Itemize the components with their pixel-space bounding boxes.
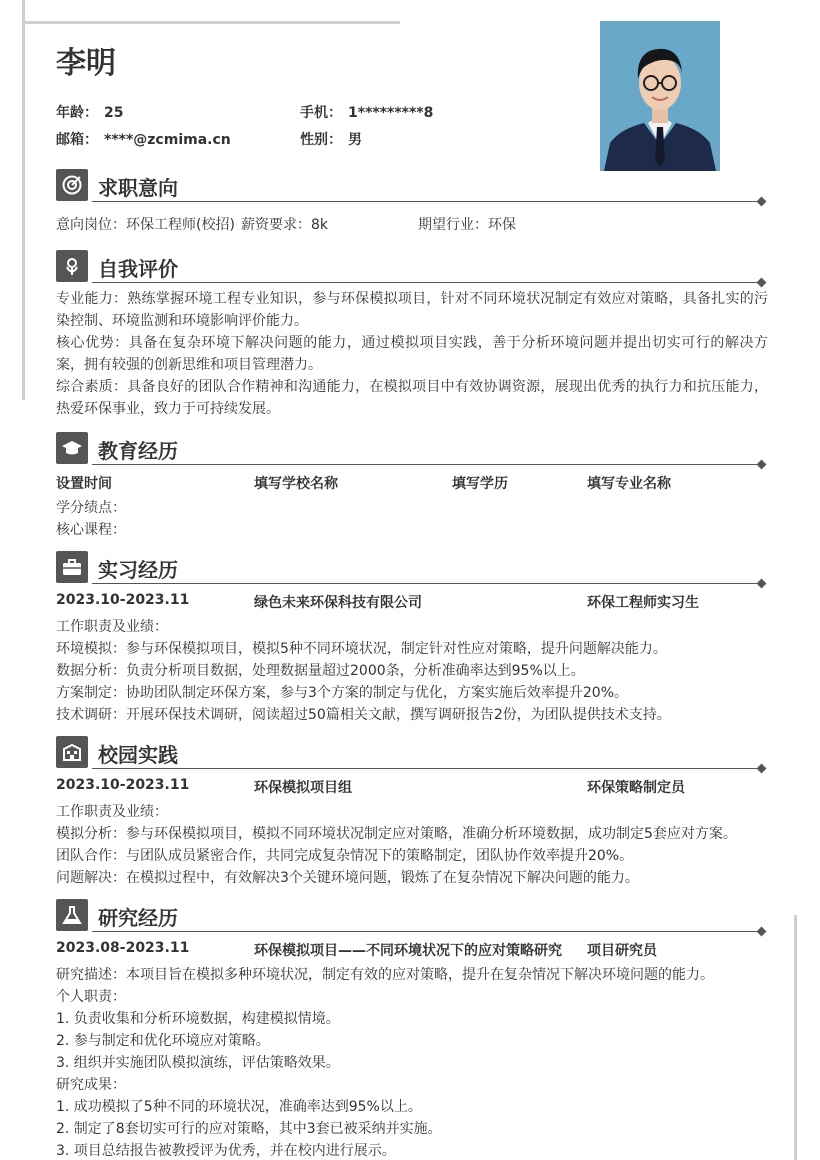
section-divider: [92, 282, 759, 283]
diamond-marker: [757, 764, 767, 774]
research-line: 3. 项目总结报告被教授评为优秀，并在校内进行展示。: [56, 1143, 396, 1159]
section-title: 校园实践: [98, 743, 178, 767]
email-info: [56, 129, 231, 149]
intern-line: 技术调研：开展环保技术调研，阅读超过50篇相关文献，撰写调研报告2份，为团队提供技术支持。: [56, 707, 671, 723]
age-label: 年龄：: [56, 105, 98, 121]
building-icon: [56, 736, 88, 768]
intern-line: 数据分析：负责分析项目数据，处理数据量超过2000条，分析准确率达到95%以上。: [56, 663, 585, 679]
gender-label: 性别：: [300, 132, 342, 148]
section-education: [56, 432, 765, 468]
diamond-marker: [757, 460, 767, 470]
intent-industry: 期望行业：环保: [418, 217, 516, 233]
gender-info: [300, 129, 362, 149]
section-title: 教育经历: [98, 439, 178, 463]
campus-line: 问题解决：在模拟过程中，有效解决3个关键环境问题，锻炼了在复杂情况下解决问题的能力。: [56, 870, 639, 886]
section-internship: [56, 551, 765, 587]
flask-icon: [56, 899, 88, 931]
edu-school: 填写学校名称: [254, 476, 338, 492]
research-line: 3. 组织并实施团队模拟演练，评估策略效果。: [56, 1055, 340, 1071]
research-project: 环保模拟项目——不同环境状况下的应对策略研究: [254, 943, 562, 959]
diamond-marker: [757, 278, 767, 288]
campus-line: 模拟分析：参与环保模拟项目，模拟不同环境状况制定应对策略，准确分析环境数据，成功制定5套应对方案。: [56, 826, 737, 842]
intern-time: 2023.10-2023.11: [56, 592, 190, 608]
section-divider: [92, 583, 759, 584]
decorative-line-right: [794, 915, 797, 1160]
research-line: 1. 负责收集和分析环境数据，构建模拟情境。: [56, 1011, 340, 1027]
candidate-name: 李明: [56, 46, 116, 81]
edu-time: 设置时间: [56, 476, 112, 492]
graduation-cap-icon: [56, 432, 88, 464]
section-self-evaluation: [56, 250, 765, 286]
decorative-line-left: [22, 0, 25, 400]
phone-label: 手机：: [300, 105, 342, 121]
section-title: 求职意向: [98, 176, 178, 200]
phone-info: [300, 102, 433, 122]
intern-line: 工作职责及业绩：: [56, 619, 168, 635]
research-line: 个人职责：: [56, 989, 126, 1005]
research-role: 项目研究员: [587, 943, 657, 959]
section-divider: [92, 464, 759, 465]
age-value: 25: [104, 105, 124, 121]
campus-line: 团队合作：与团队成员紧密合作，共同完成复杂情况下的策略制定，团队协作效率提升20%。: [56, 848, 634, 864]
research-time: 2023.08-2023.11: [56, 940, 190, 956]
diamond-marker: [757, 579, 767, 589]
intent-salary: 薪资要求：8k: [241, 217, 329, 233]
edu-degree: 填写学历: [452, 476, 508, 492]
briefcase-icon: [56, 551, 88, 583]
gender-value: 男: [348, 132, 362, 148]
section-title: 实习经历: [98, 558, 178, 582]
decorative-line-top: [22, 21, 400, 24]
research-line: 研究描述：本项目旨在模拟多种环境状况，制定有效的应对策略，提升在复杂情况下解决环境问题的能力。: [56, 967, 714, 983]
intern-line: 方案制定：协助团队制定环保方案，参与3个方案的制定与优化，方案实施后效率提升20%。: [56, 685, 629, 701]
edu-gpa: 学分绩点：: [56, 500, 126, 516]
target-icon: [56, 169, 88, 201]
campus-role: 环保策略制定员: [587, 780, 685, 796]
campus-org: 环保模拟项目组: [254, 780, 352, 796]
self-eval-professional: 专业能力：熟练掌握环境工程专业知识，参与环保模拟项目，针对不同环境状况制定有效应对策略，具备扎实的污染控制、环境监测和环境影响评价能力。: [56, 291, 768, 329]
email-label: 邮箱：: [56, 132, 98, 148]
intern-line: 环境模拟：参与环保模拟项目，模拟5种不同环境状况，制定针对性应对策略，提升问题解决能力。: [56, 641, 667, 657]
age-info: [56, 102, 123, 122]
intern-company: 绿色未来环保科技有限公司: [254, 595, 422, 611]
section-divider: [92, 768, 759, 769]
campus-time: 2023.10-2023.11: [56, 777, 190, 793]
edu-major: 填写专业名称: [587, 476, 671, 492]
email-value: ****@zcmima.cn: [104, 132, 231, 148]
flower-icon: [56, 250, 88, 282]
section-research: [56, 899, 765, 935]
self-eval-quality: 综合素质：具备良好的团队合作精神和沟通能力，在模拟项目中有效协调资源，展现出优秀的执行力和抗压能力，热爱环保事业，致力于可持续发展。: [56, 379, 768, 417]
diamond-marker: [757, 927, 767, 937]
research-line: 1. 成功模拟了5种不同的环境状况，准确率达到95%以上。: [56, 1099, 422, 1115]
self-eval-strength: 核心优势：具备在复杂环境下解决问题的能力，通过模拟项目实践，善于分析环境问题并提出切实可行的解决方案，拥有较强的创新思维和项目管理潜力。: [56, 335, 768, 373]
section-divider: [92, 201, 759, 202]
intent-position: 意向岗位：环保工程师(校招): [56, 217, 235, 233]
research-line: 2. 制定了8套切实可行的应对策略，其中3套已被采纳并实施。: [56, 1121, 442, 1137]
edu-courses: 核心课程：: [56, 522, 126, 538]
section-title: 研究经历: [98, 906, 178, 930]
section-divider: [92, 931, 759, 932]
profile-photo: [600, 21, 720, 171]
section-title: 自我评价: [98, 257, 178, 281]
research-line: 2. 参与制定和优化环境应对策略。: [56, 1033, 270, 1049]
campus-line: 工作职责及业绩：: [56, 804, 168, 820]
section-job-intent: [56, 169, 765, 205]
research-line: 研究成果：: [56, 1077, 126, 1093]
diamond-marker: [757, 197, 767, 207]
phone-value: 1*********8: [348, 105, 434, 121]
intern-role: 环保工程师实习生: [587, 595, 699, 611]
section-campus-practice: [56, 736, 765, 772]
